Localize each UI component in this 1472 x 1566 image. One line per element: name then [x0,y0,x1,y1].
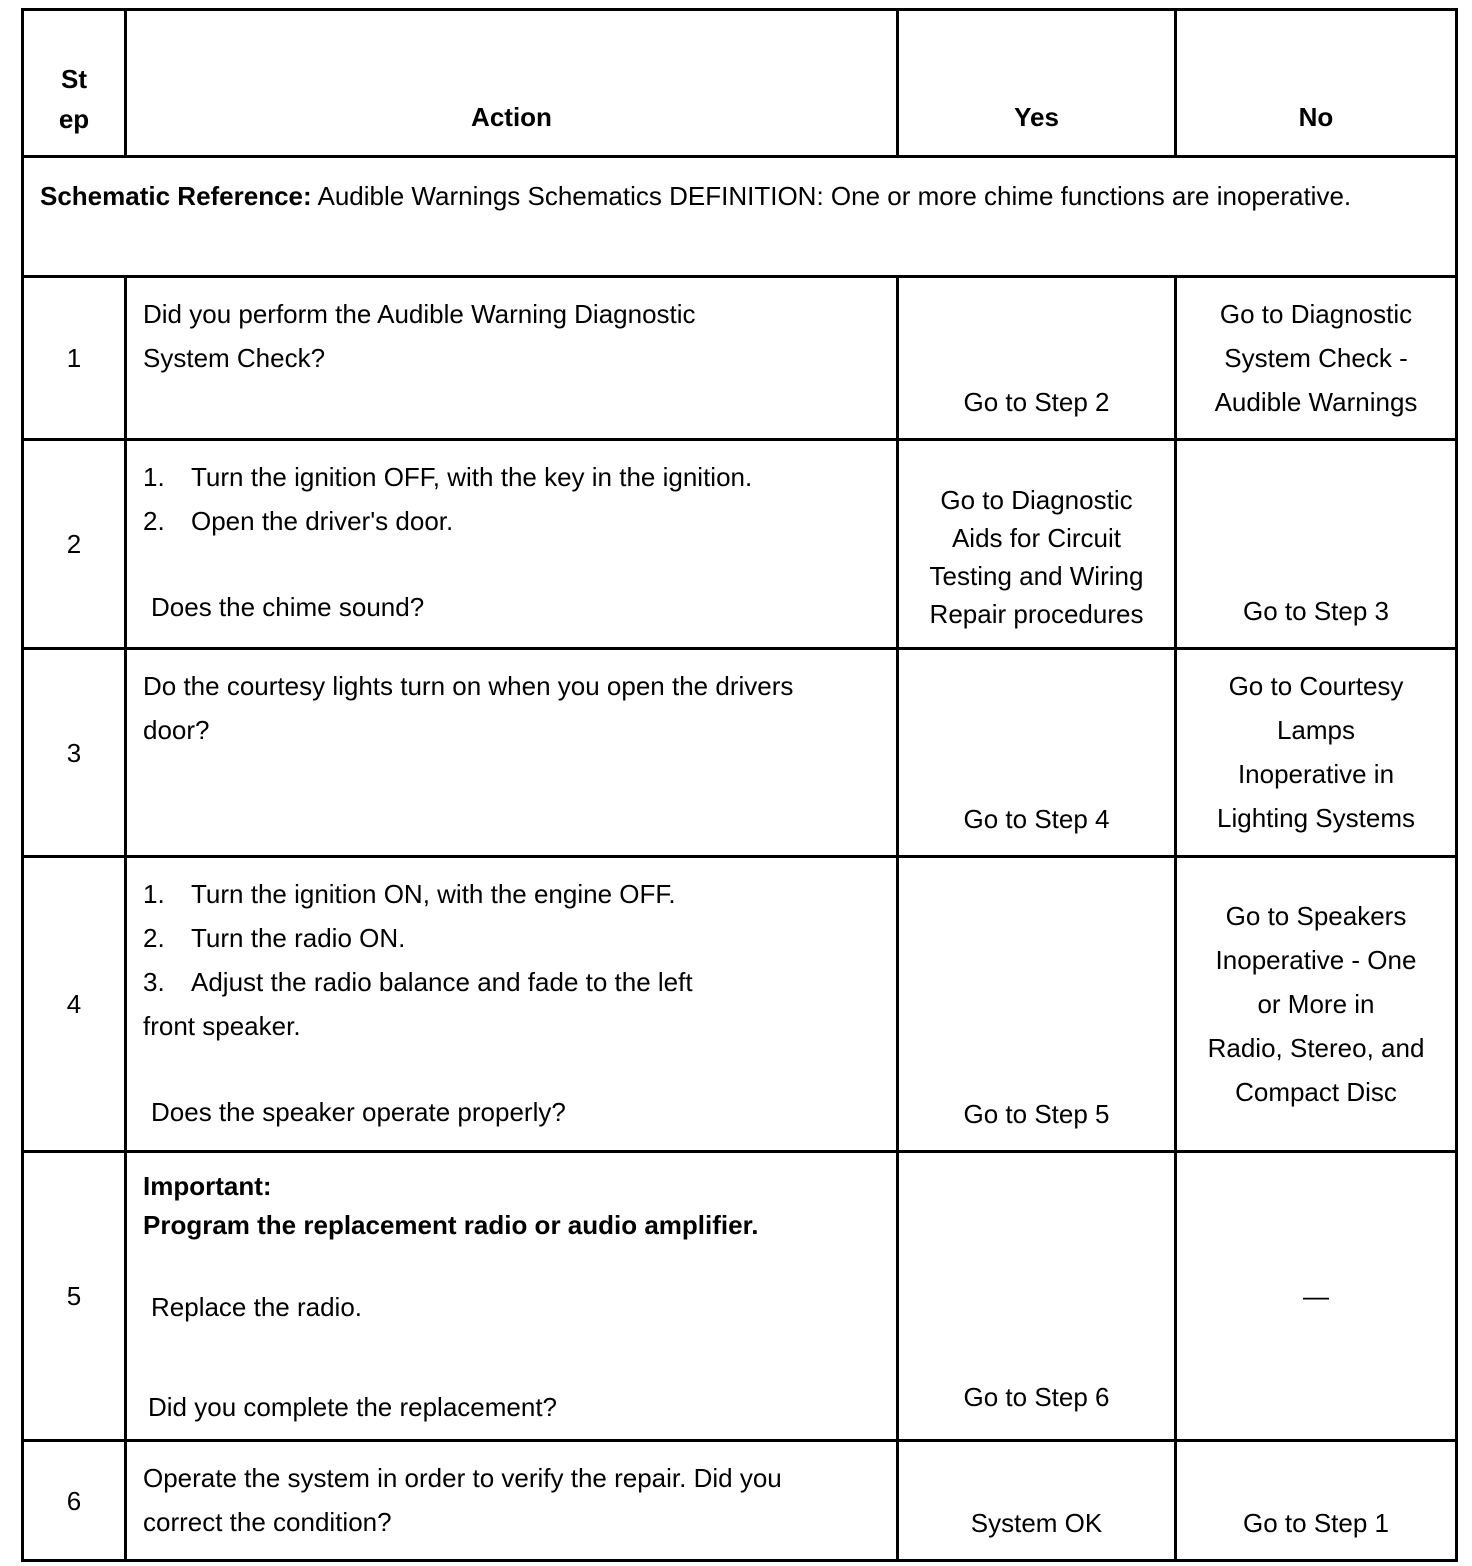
table-row [23,857,1457,1152]
step-yes: Go to Step 6 [898,1152,1176,1441]
reference-text: Audible Warnings Schematics DEFINITION: One or more chime functions are inoperative. [311,181,1352,211]
list-item: 2. Open the driver's door. [143,506,454,536]
header-yes: Yes [898,10,1176,157]
step-yes: Go to Diagnostic Aids for Circuit Testing and Wiring Repair procedures [898,440,1176,649]
step-instruction: Replace the radio. [151,1292,363,1322]
header-action: Action [126,10,898,157]
header-step-line2: ep [58,104,90,134]
step-action [126,440,898,649]
step-number: 2 [23,440,126,649]
schematic-reference [23,157,1457,277]
list-item: 1. Turn the ignition OFF, with the key in the ignition. [143,462,753,492]
step-action [126,1152,898,1441]
important-text: Program the replacement radio or audio amplifier. [143,1210,759,1240]
table-row [23,649,1457,857]
table-row [23,277,1457,440]
step-yes: Go to Step 2 [898,277,1176,440]
step-action: Operate the system in order to verify the repair. Did you correct the condition? [126,1441,898,1561]
step-number: 5 [23,1152,126,1441]
header-no: No [1176,10,1457,157]
step-action [126,857,898,1152]
list-item: 3. Adjust the radio balance and fade to the left [143,967,693,997]
step-number: 4 [23,857,126,1152]
step-no: Go to Step 1 [1176,1441,1457,1561]
step-no: Go to Speakers Inoperative - One or More in Radio, Stereo, and Compact Disc [1176,857,1457,1152]
table-row [23,440,1457,649]
step-action: Did you perform the Audible Warning Diagnostic System Check? [126,277,898,440]
step-no: — [1176,1152,1457,1441]
step-no: Go to Courtesy Lamps Inoperative in Lighting Systems [1176,649,1457,857]
step-question: Does the chime sound? [151,592,425,622]
reference-row [23,157,1457,277]
step-yes: Go to Step 4 [898,649,1176,857]
table-row [23,1152,1457,1441]
header-step-line1: St [61,64,87,94]
step-action: Do the courtesy lights turn on when you open the drivers door? [126,649,898,857]
step-question: Does the speaker operate properly? [151,1097,566,1127]
header-step [23,10,126,157]
step-no: Go to Step 3 [1176,440,1457,649]
step-number: 6 [23,1441,126,1561]
step-yes: Go to Step 5 [898,857,1176,1152]
list-item-continued: front speaker. [143,1011,301,1041]
step-number: 1 [23,277,126,440]
header-row [23,10,1457,157]
step-no: Go to Diagnostic System Check - Audible Warnings [1176,277,1457,440]
list-item: 2. Turn the radio ON. [143,923,406,953]
reference-label: Schematic Reference: [40,181,312,211]
important-label: Important: [143,1171,272,1201]
diagnostic-table [21,8,1458,1562]
list-item: 1. Turn the ignition ON, with the engine OFF. [143,879,676,909]
step-number: 3 [23,649,126,857]
step-question: Did you complete the replacement? [148,1392,558,1422]
table-row [23,1441,1457,1561]
step-yes: System OK [898,1441,1176,1561]
